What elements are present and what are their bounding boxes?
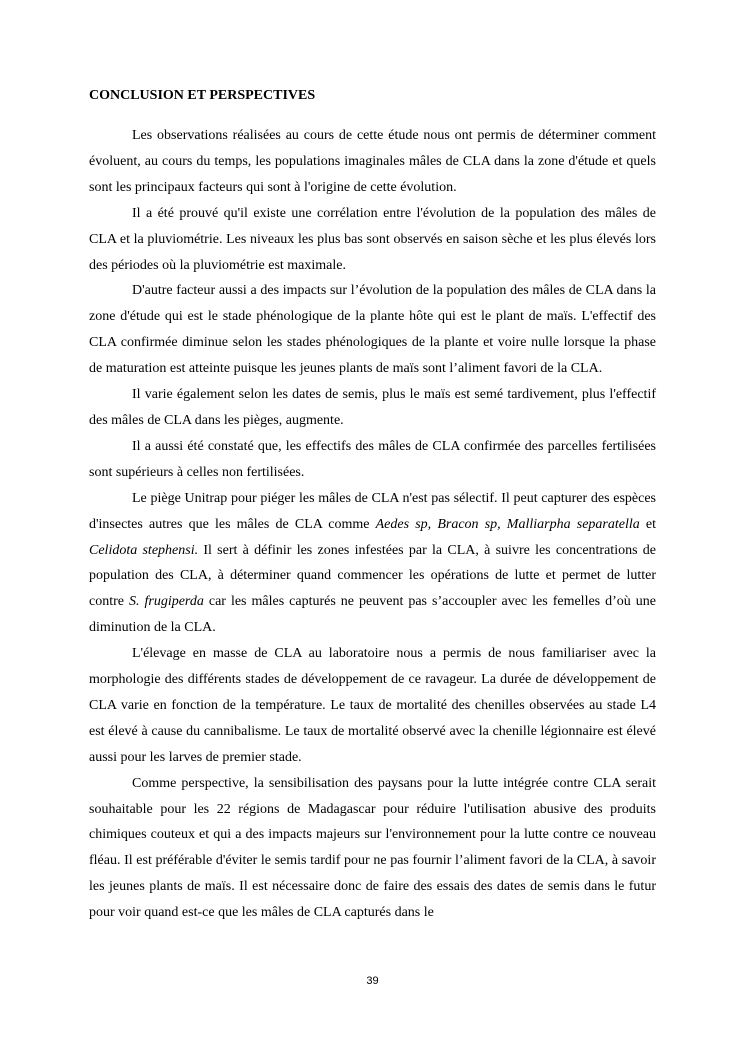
body-text bbox=[89, 123, 656, 926]
paragraph-piege-unitrap bbox=[89, 486, 656, 641]
paragraph-elevage: L'élevage en masse de CLA au laboratoire nous a permis de nous familiariser avec la morphologie des différents stades de développement de ce ravageur. La durée de développement de CLA varie en fonction de la température. Le taux de mortalité des chenilles observées au stade L4 est élevé à cause du cannibalisme. Le taux de mortalité observé avec la chenille légionnaire est élevé aussi pour les larves de premier stade. bbox=[89, 646, 656, 765]
text-run: car les mâles capturés ne peuvent pas s’accoupler avec les femelles d’où une diminution de la CLA. bbox=[89, 594, 656, 636]
paragraph-perspectives: Comme perspective, la sensibilisation des paysans pour la lutte intégrée contre CLA serait souhaitable pour les 22 régions de Madagascar pour réduire l'utilisation abusive des produits chimiques couteux et qui a des impacts majeurs sur l'environnement pour la lutte contre ce nouveau fléau. Il est préférable d'éviter le semis tardif pour ne pas fournir l’aliment favori de la CLA, à savoir les jeunes plants de maïs. Il est nécessaire donc de faire des essais des dates de semis dans le futur pour voir quand est-ce que les mâles de CLA capturés dans le bbox=[89, 775, 656, 921]
text-run: Le piège Unitrap pour piéger les mâles de CLA n'est pas sélectif. Il peut capturer des espèces d'insectes autres que les mâles de CLA comme bbox=[89, 490, 656, 532]
paragraph-dates-semis: Il varie également selon les dates de semis, plus le maïs est semé tardivement, plus l'effectif des mâles de CLA dans les pièges, augmente. bbox=[89, 387, 656, 428]
paragraph-observations: Les observations réalisées au cours de cette étude nous ont permis de déterminer comment évoluent, au cours du temps, les populations imaginales mâles de CLA dans la zone d'étude et quels sont les principaux facteurs qui sont à l'origine de cette évolution. bbox=[89, 128, 656, 195]
text-run: et bbox=[639, 516, 656, 532]
species-name-italic: Celidota stephensi. bbox=[89, 542, 199, 558]
section-heading: CONCLUSION ET PERSPECTIVES bbox=[89, 88, 316, 103]
paragraph-pluviometrie: Il a été prouvé qu'il existe une corrélation entre l'évolution de la population des mâles de CLA et la pluviométrie. Les niveaux les plus bas sont observés en saison sèche et les plus élevés lors des périodes où la pluviométrie est maximale. bbox=[89, 205, 656, 273]
species-names-italic: Aedes sp, Bracon sp, Malliarpha separatella bbox=[375, 516, 640, 532]
species-name-italic: S. frugiperda bbox=[128, 594, 204, 610]
paragraph-stade-phenologique: D'autre facteur aussi a des impacts sur l’évolution de la population des mâles de CLA dans la zone d'étude qui est le stade phénologique de la plante hôte qui est le plant de maïs. L'effectif des CLA confirmée diminue selon les stades phénologiques de la plante et voire nulle lorsque la phase de maturation est atteinte puisque les jeunes plants de maïs sont l’aliment favori de la CLA. bbox=[89, 283, 656, 377]
page-number: 39 bbox=[366, 975, 379, 987]
text-run: Il sert à définir les zones infestées par la CLA, à suivre les concentrations de population des CLA, à déterminer quand commencer les opérations de lutte et permet de lutter contre bbox=[89, 542, 657, 610]
paragraph-fertilisation: Il a aussi été constaté que, les effectifs des mâles de CLA confirmée des parcelles fertilisées sont supérieurs à celles non fertilisées. bbox=[89, 438, 656, 480]
